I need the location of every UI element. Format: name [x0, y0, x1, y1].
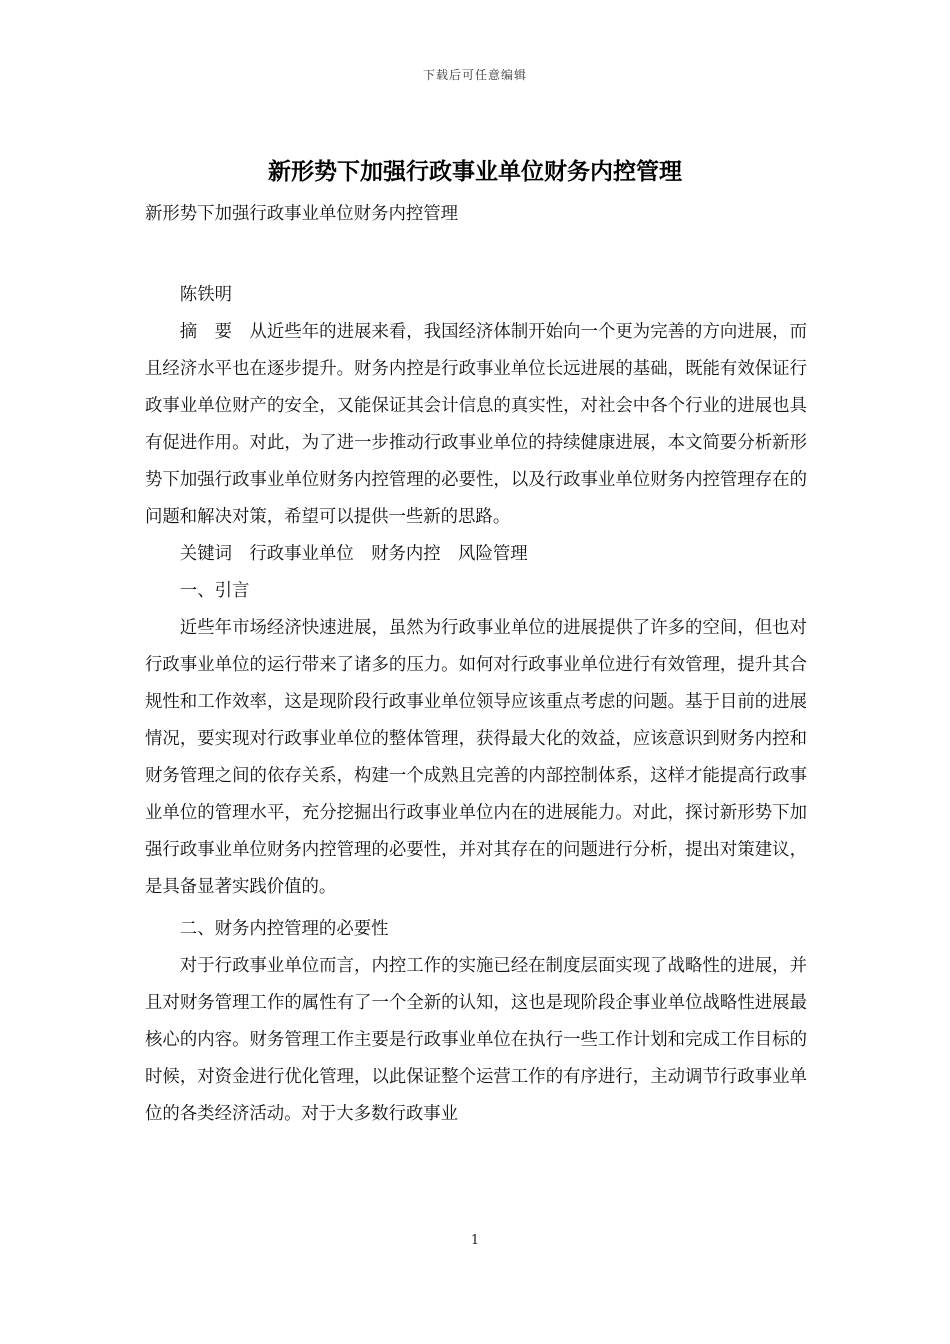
author-name: 陈铁明 [179, 285, 232, 305]
document-title: 新形势下加强行政事业单位财务内控管理 [268, 158, 682, 185]
page-number: 1 [470, 1233, 480, 1248]
keywords-line: 关键词 行政事业单位 财务内控 风险管理 [179, 544, 528, 564]
abstract-paragraph: 摘 要 从近些年的进展来看，我国经济体制开始向一个更为完善的方向进展，而且经济水平也在逐步提升。财务内控是行政事业单位长远进展的基础，既能有效保证行政事业单位财产的安全，又能保证其会计信息的真实性，对社会中各个行业的进展也具有促进作用。对此，为了进一步推动行政事业单位的持续健康进展，本文简要分析新形势下加强行政事业单位财务内控管理的必要性，以及行政事业单位财务内控管理存在的问题和解决对策，希望可以提供一些新的思路。 [145, 322, 807, 527]
introduction-paragraph: 近些年市场经济快速进展，虽然为行政事业单位的进展提供了许多的空间，但也对行政事业单位的运行带来了诸多的压力。如何对行政事业单位进行有效管理，提升其合规性和工作效率，这是现阶段行政事业单位领导应该重点考虑的问题。基于目前的进展情况，要实现对行政事业单位的整体管理，获得最大化的效益，应该意识到财务内控和财务管理之间的依存关系，构建一个成熟且完善的内部控制体系，这样才能提高行政事业单位的管理水平，充分挖掘出行政事业单位内在的进展能力。对此，探讨新形势下加强行政事业单位财务内控管理的必要性，并对其存在的问题进行分析，提出对策建议，是具备显著实践价值的。 [145, 618, 807, 897]
section-heading-necessity: 二、财务内控管理的必要性 [179, 919, 389, 939]
necessity-paragraph: 对于行政事业单位而言，内控工作的实施已经在制度层面实现了战略性的进展，并且对财务管理工作的属性有了一个全新的认知，这也是现阶段企事业单位战略性进展最核心的内容。财务管理工作主要是行政事业单位在执行一些工作计划和完成工作目标的时候，对资金进行优化管理，以此保证整个运营工作的有序进行，主动调节行政事业单位的各类经济活动。对于大多数行政事业 [145, 956, 807, 1124]
header-note: 下载后可任意编辑 [422, 68, 527, 82]
document-body [145, 196, 807, 1133]
section-heading-introduction: 一、引言 [179, 581, 250, 601]
document-subtitle: 新形势下加强行政事业单位财务内控管理 [145, 204, 459, 224]
